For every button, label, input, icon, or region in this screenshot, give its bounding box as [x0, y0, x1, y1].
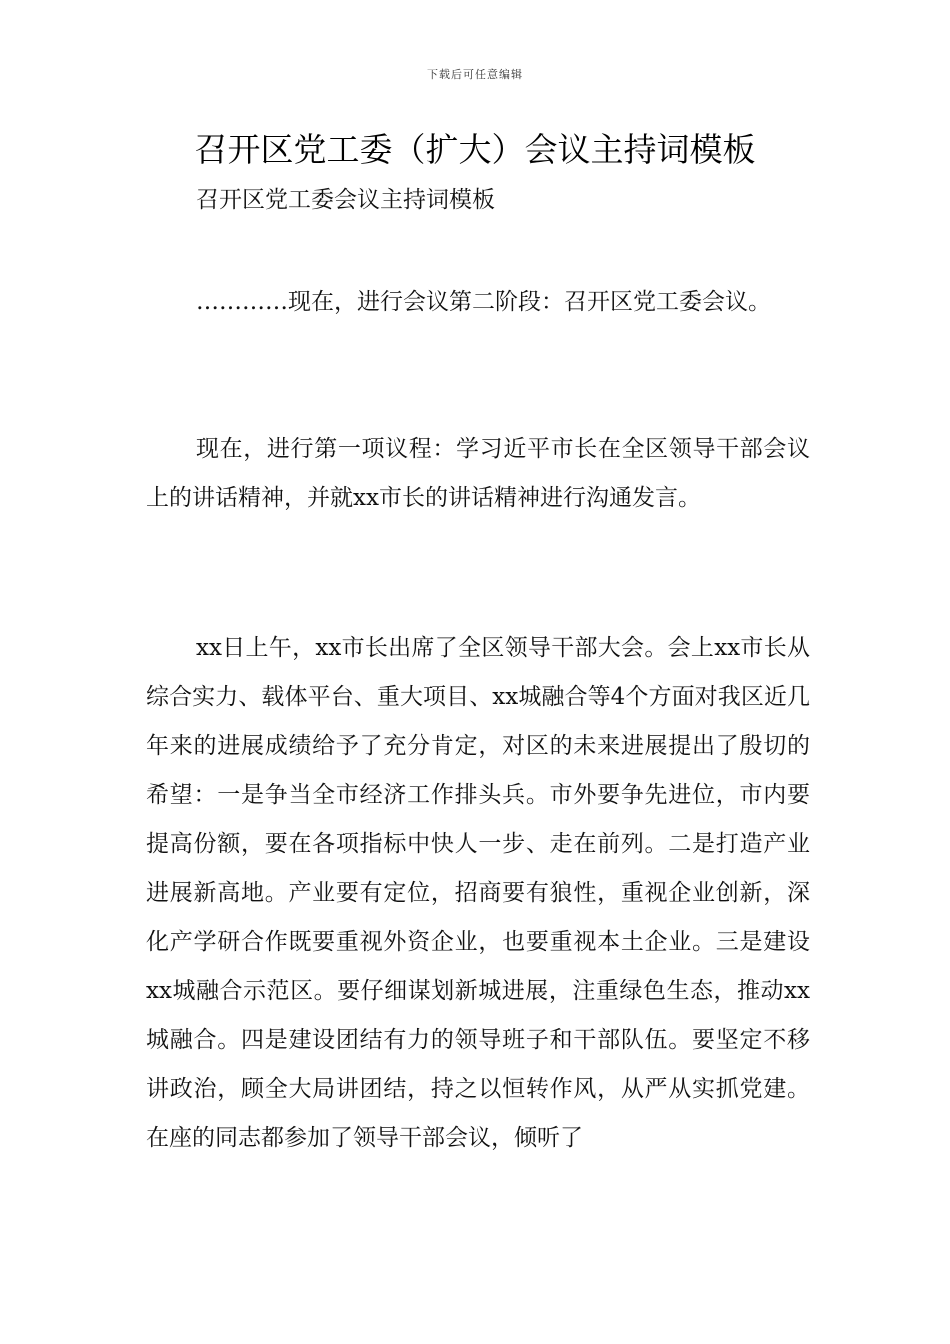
paragraph-first-agenda: 现在，进行第一项议程：学习近平市长在全区领导干部会议上的讲话精神，并就xx市长的讲话精神进行沟通发言。: [146, 436, 810, 511]
paragraph-stage-two: …………现在，进行会议第二阶段：召开区党工委会议。: [196, 289, 771, 315]
document-subtitle: 召开区党工委会议主持词模板: [196, 187, 495, 213]
header-note: 下载后可任意编辑: [427, 68, 523, 81]
document-title: 召开区党工委（扩大）会议主持词模板: [194, 130, 756, 169]
paragraph-meeting-summary: xx日上午，xx市长出席了全区领导干部大会。会上xx市长从综合实力、载体平台、重大项目、xx城融合等4个方面对我区近几年来的进展成绩给予了充分肯定，对区的未来进展提出了殷切的希望：一是争当全市经济工作排头兵。市外要争先进位，市内要提高份额，要在各项指标中快人一步、走在前列。二是打造产业进展新高地。产业要有定位，招商要有狼性，重视企业创新，深化产学研合作既要重视外资企业，也要重视本土企业。三是建设xx城融合示范区。要仔细谋划新城进展，注重绿色生态，推动xx城融合。四是建设团结有力的领导班子和干部队伍。要坚定不移讲政治，顾全大局讲团结，持之以恒转作风，从严从实抓党建。在座的同志都参加了领导干部会议，倾听了: [146, 635, 810, 1151]
